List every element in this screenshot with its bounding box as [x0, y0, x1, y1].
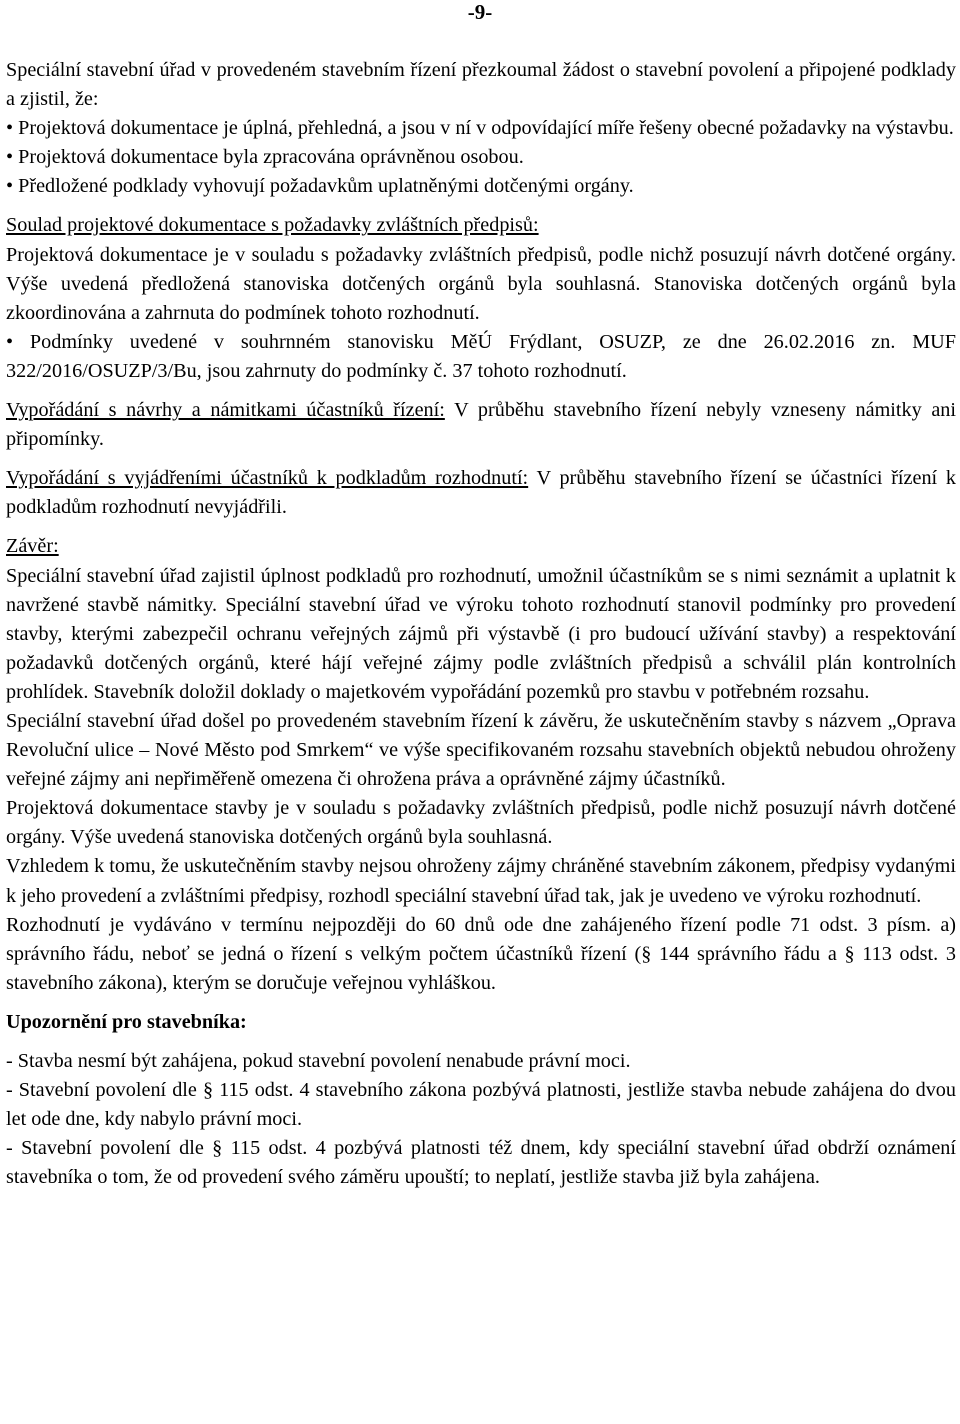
- zaver-paragraph: Vzhledem k tomu, že uskutečněním stavby nejsou ohroženy zájmy chráněné stavebním zákonem, předpisy vydanými k jeho provedení a zvláštními předpisy, rozhodl speciální stavební úřad tak, jak je uvedeno ve výroku rozhodnutí.: [6, 855, 956, 907]
- namitky-label: Vypořádání s návrhy a námitkami účastníků řízení:: [6, 399, 445, 422]
- upozorneni-item: - Stavební povolení dle § 115 odst. 4 stavebního zákona pozbývá platnosti, jestliže stavba nebude zahájena do dvou let ode dne, kdy nabylo právní moci.: [6, 1079, 956, 1131]
- intro-bullet: • Předložené podklady vyhovují požadavkům uplatněnými dotčenými orgány.: [6, 175, 634, 198]
- upozorneni-item: - Stavba nesmí být zahájena, pokud stavební povolení nenabude právní moci.: [6, 1050, 631, 1072]
- intro-heading: Speciální stavební úřad v provedeném stavebním řízení přezkoumal žádost o stavební povolení a připojené podklady a zjistil, že:: [6, 59, 956, 111]
- intro-bullet: • Projektová dokumentace byla zpracována oprávněnou osobou.: [6, 146, 524, 169]
- zaver-paragraph: Rozhodnutí je vydáváno v termínu nejpozději do 60 dnů ode dne zahájeného řízení podle 71 odst. 3 písm. a) správního řádu, neboť se jedná o řízení s velkým počtem účastníků řízení (§ 144 správního řádu a § 113 odst. 3 stavebního zákona), kterým se doručuje veřejnou vyhláškou.: [6, 913, 956, 994]
- upozorneni-heading: Upozornění pro stavebníka:: [6, 1010, 247, 1033]
- vyjadreni-label: Vypořádání s vyjádřeními účastníků k podkladům rozhodnutí:: [6, 467, 529, 490]
- zaver-paragraph: Speciální stavební úřad zajistil úplnost podkladů pro rozhodnutí, umožnil účastníkům se s nimi seznámit a uplatnit k navržené stavbě námitky. Speciální stavební úřad ve výroku tohoto rozhodnutí stanovil podmínky pro provedení stavby, kterými zabezpečil ochranu veřejných zájmů při výstavbě (i pro budoucí užívání stavby) a respektování požadavků dotčených orgánů, které hájí veřejné zájmy podle zvláštních předpisů a schválil plán kontrolních prohlídek. Stavebník doložil doklady o majetkovém vypořádání pozemků pro stavbu v potřebném rozsahu.: [6, 564, 956, 703]
- page-number: -9-: [467, 0, 493, 24]
- vyjadreni-paragraph: [6, 464, 956, 522]
- soulad-paragraph: Projektová dokumentace je v souladu s požadavky zvláštních předpisů, podle nichž posuzují návrh dotčené orgány. Výše uvedená předložená stanoviska dotčených orgánů byla souhlasná. Stanoviska dotčených orgánů byla zkoordinována a zahrnuta do podmínek tohoto rozhodnutí.: [6, 243, 956, 324]
- soulad-heading: Soulad projektové dokumentace s požadavky zvláštních předpisů:: [6, 214, 539, 237]
- page-content: [6, 56, 956, 1192]
- vyjadreni-text: V průběhu stavebního řízení se účastníci řízení k podkladům rozhodnutí nevyjádřili.: [6, 467, 956, 519]
- namitky-paragraph: [6, 396, 956, 454]
- zaver-paragraph: Speciální stavební úřad došel po provedeném stavebním řízení k závěru, že uskutečněním stavby s názvem „Oprava Revoluční ulice – Nové Město pod Smrkem“ ve výše specifikovaném rozsahu stavebních objektů nebudou ohroženy veřejné zájmy ani nepřiměřeně omezena či ohrožena práva a oprávněné zájmy účastníků.: [6, 709, 956, 791]
- zaver-paragraph: Projektová dokumentace stavby je v souladu s požadavky zvláštních předpisů, podle nichž posuzují návrh dotčené orgány. Výše uvedená stanoviska dotčených orgánů byla souhlasná.: [6, 797, 956, 849]
- soulad-bullet: • Podmínky uvedené v souhrnném stanovisku MěÚ Frýdlant, OSUZP, ze dne 26.02.2016 zn. MUF 322/2016/OSUZP/3/Bu, jsou zahrnuty do podmínky č. 37 tohoto rozhodnutí.: [6, 330, 956, 382]
- intro-bullet: • Projektová dokumentace je úplná, přehledná, a jsou v ní v odpovídající míře řešeny obecné požadavky na výstavbu.: [6, 117, 954, 140]
- upozorneni-item: - Stavební povolení dle § 115 odst. 4 pozbývá platnosti též dnem, kdy speciální stavební úřad obdrží oznámení stavebníka o tom, že od provedení svého záměru upouští; to neplatí, jestliže stavba již byla zahájena.: [6, 1137, 956, 1189]
- zaver-heading: Závěr:: [6, 535, 59, 558]
- namitky-text: V průběhu stavebního řízení nebyly vzneseny námitky ani připomínky.: [6, 399, 956, 451]
